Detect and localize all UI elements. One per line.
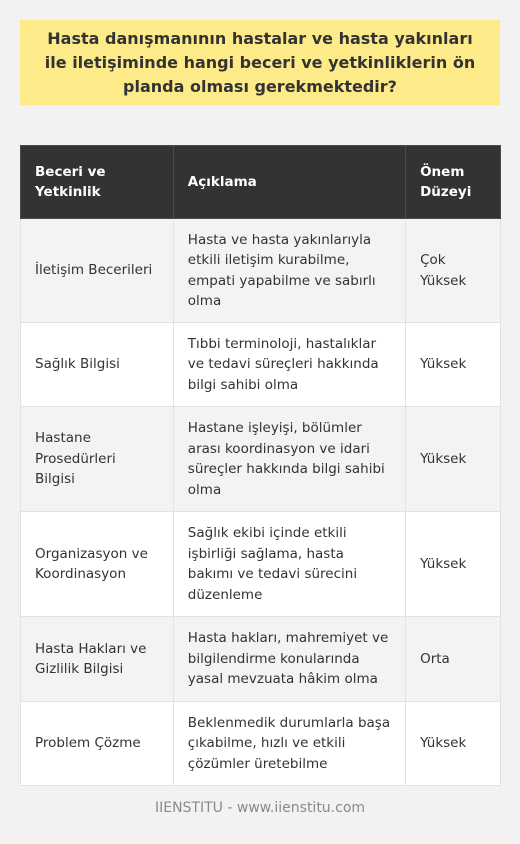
header-skill: Beceri ve Yetkinlik (21, 146, 174, 219)
footer-credit: IIENSTITU - www.iienstitu.com (154, 800, 366, 816)
importance-cell: Çok Yüksek (406, 219, 501, 323)
importance-cell: Yüksek (406, 407, 501, 512)
skill-cell: Hastane Prosedürleri Bilgisi (21, 407, 174, 512)
importance-cell: Yüksek (406, 323, 501, 407)
header-description: Açıklama (173, 146, 405, 219)
skill-cell: Problem Çözme (21, 702, 174, 786)
skill-cell: İletişim Becerileri (21, 219, 174, 323)
skill-cell: Sağlık Bilgisi (21, 323, 174, 407)
header-importance: Önem Düzeyi (406, 146, 501, 219)
skills-table (20, 145, 501, 786)
table-row (21, 512, 501, 617)
importance-cell: Yüksek (406, 512, 501, 617)
skill-cell: Organizasyon ve Koordinasyon (21, 512, 174, 617)
skill-cell: Hasta Hakları ve Gizlilik Bilgisi (21, 617, 174, 702)
description-cell: Tıbbi terminoloji, hastalıklar ve tedavi süreçleri hakkında bilgi sahibi olma (173, 323, 405, 407)
table-row (21, 617, 501, 702)
description-cell: Sağlık ekibi içinde etkili işbirliği sağlama, hasta bakımı ve tedavi sürecini düzenleme (173, 512, 405, 617)
description-cell: Hasta ve hasta yakınlarıyla etkili iletişim kurabilme, empati yapabilme ve sabırlı olma (173, 219, 405, 323)
title-banner (20, 20, 500, 105)
importance-cell: Yüksek (406, 702, 501, 786)
table-row (21, 219, 501, 323)
table-header-row (21, 146, 501, 219)
importance-cell: Orta (406, 617, 501, 702)
table-row (21, 407, 501, 512)
description-cell: Hasta hakları, mahremiyet ve bilgilendirme konularında yasal mevzuata hâkim olma (173, 617, 405, 702)
description-cell: Hastane işleyişi, bölümler arası koordinasyon ve idari süreçler hakkında bilgi sahibi olma (173, 407, 405, 512)
page-title: Hasta danışmanının hastalar ve hasta yakınları ile iletişiminde hangi beceri ve yetkinliklerin ön planda olması gerekmektedir? (44, 28, 476, 96)
table-row (21, 323, 501, 407)
description-cell: Beklenmedik durumlarla başa çıkabilme, hızlı ve etkili çözümler üretebilme (173, 702, 405, 786)
table-row (21, 702, 501, 786)
